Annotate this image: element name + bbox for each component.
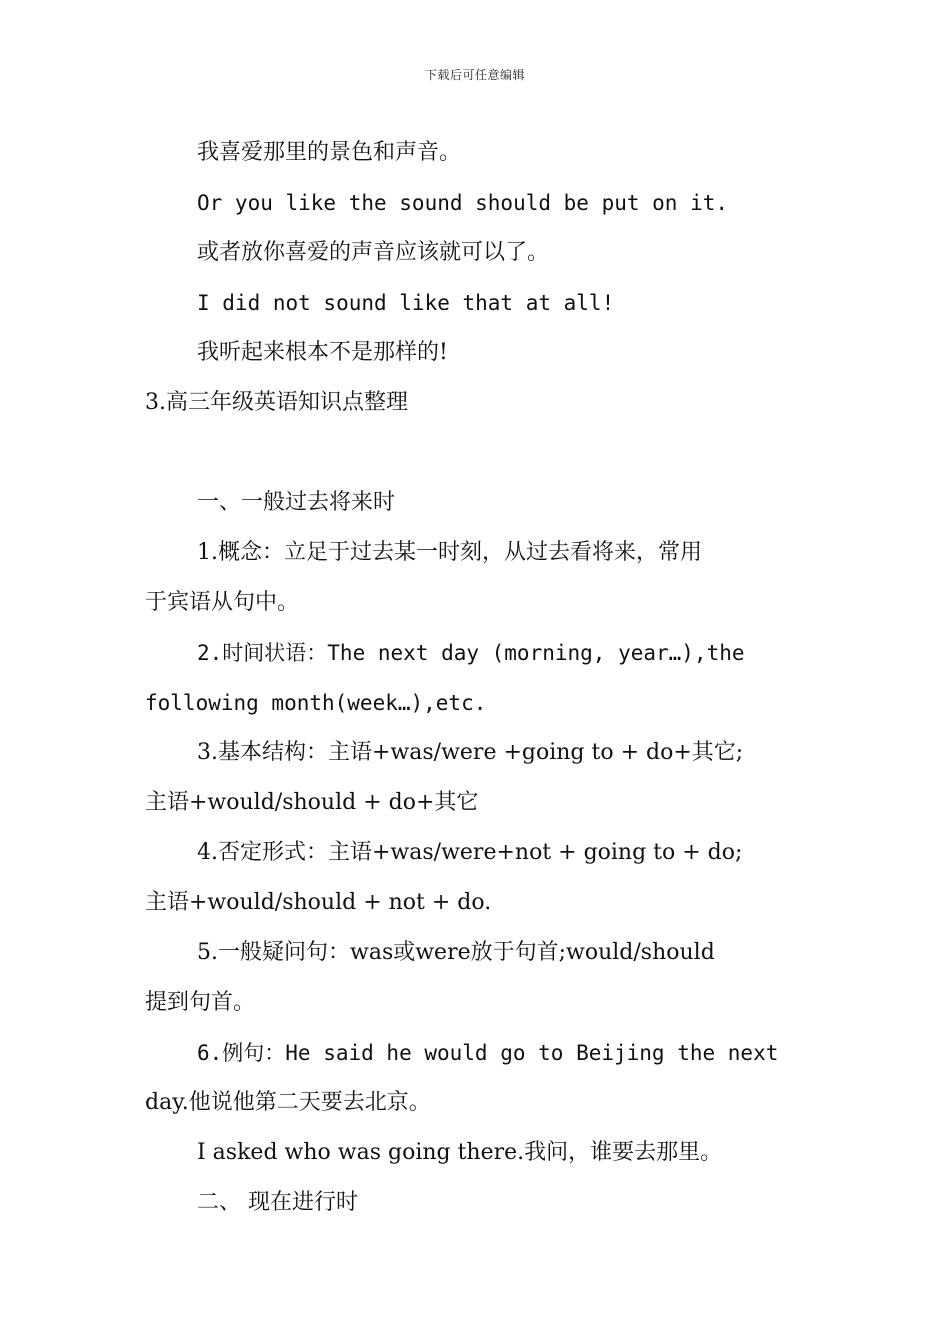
paragraph-line: 或者放你喜爱的声音应该就可以了。 <box>197 240 550 265</box>
blank-line <box>145 428 807 478</box>
paragraph-line: 6.例句：He said he would go to Beijing the next <box>197 1041 779 1065</box>
paragraph-line: 3.基本结构：主语+was/were +going to + do+其它; <box>197 740 744 765</box>
paragraph-line: 主语+would/should + do+其它 <box>145 790 479 815</box>
paragraph-line: 主语+would/should + not + do. <box>145 890 492 915</box>
page-header: 下载后可任意编辑 <box>424 68 525 82</box>
paragraph-line: 4.否定形式：主语+was/were+not + going to + do; <box>197 840 743 865</box>
english-sentence: Or you like the sound should be put on it. <box>197 191 729 215</box>
section-heading: 3.高三年级英语知识点整理 <box>145 390 408 415</box>
paragraph-line: 我喜爱那里的景色和声音。 <box>197 140 462 165</box>
subsection-heading: 二、 现在进行时 <box>197 1190 358 1215</box>
paragraph-line: 5.一般疑问句：was或were放于句首;would/should <box>197 940 715 965</box>
paragraph-line: 我听起来根本不是那样的! <box>197 340 448 365</box>
paragraph-line: day.他说他第二天要去北京。 <box>145 1090 431 1115</box>
paragraph-line: 1.概念：立足于过去某一时刻，从过去看将来，常用 <box>197 540 702 565</box>
english-sentence: I did not sound like that at all! <box>197 291 615 315</box>
paragraph-line: 2.时间状语：The next day (morning, year…),the <box>197 641 745 665</box>
paragraph-line: I asked who was going there.我问，谁要去那里。 <box>197 1140 723 1165</box>
subsection-heading: 一、一般过去将来时 <box>197 490 396 515</box>
paragraph-line: 于宾语从句中。 <box>145 590 300 615</box>
paragraph-line: following month(week…),etc. <box>145 691 487 715</box>
document-body <box>145 128 807 1228</box>
paragraph-line: 提到句首。 <box>145 990 256 1015</box>
